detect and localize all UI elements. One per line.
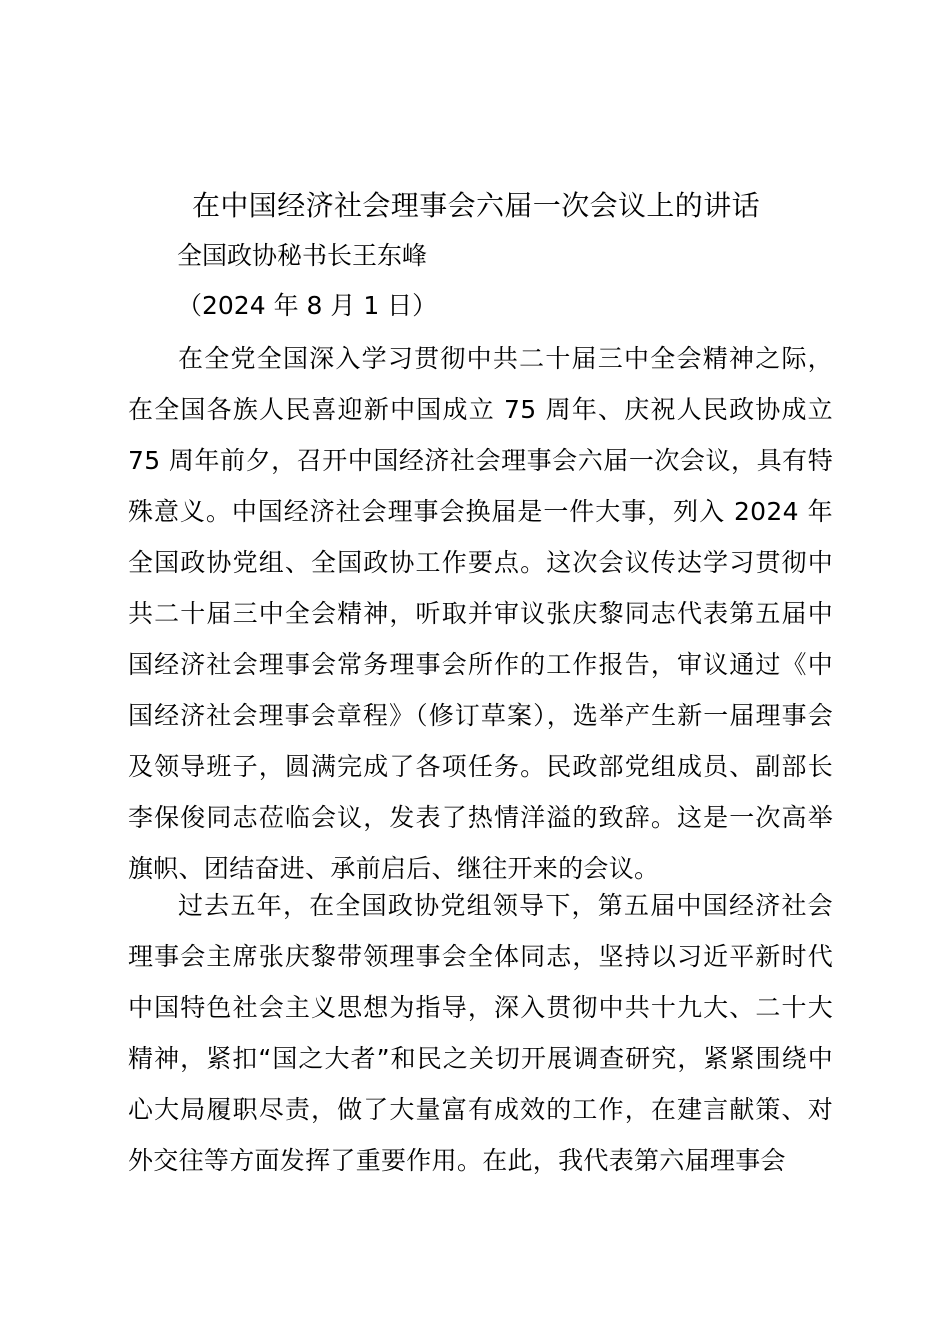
body-paragraph-1: 在全党全国深入学习贯彻中共二十届三中全会精神之际，在全国各族人民喜迎新中国成立 75 周年、庆祝人民政协成立 75 周年前夕，召开中国经济社会理事会六届一次会议，具有特殊意义。中国经济社会理事会换届是一件大事，列入 2024 年全国政协党组、全国政协工作要点。这次会议传达学习贯彻中共二十届三中全会精神，听取并审议张庆黎同志代表第五届中国经济社会理事会常务理事会所作的工作报告，审议通过《中国经济社会理事会章程》（修订草案），选举产生新一届理事会及领导班子，圆满完成了各项任务。民政部党组成员、副部长李保俊同志莅临会议，发表了热情洋溢的致辞。这是一次高举旗帜、团结奋进、承前启后、继往开来的会议。 bbox=[128, 344, 833, 883]
speaker-line: 全国政协秘书长王东峰 bbox=[177, 241, 428, 270]
document-title: 在中国经济社会理事会六届一次会议上的讲话 bbox=[192, 189, 761, 222]
body-paragraph-2: 过去五年，在全国政协党组领导下，第五届中国经济社会理事会主席张庆黎带领理事会全体同志，坚持以习近平新时代中国特色社会主义思想为指导，深入贯彻中共十九大、二十大精神，紧扣“国之大者”和民之关切开展调查研究，紧紧围绕中心大局履职尽责，做了大量富有成效的工作，在建言献策、对外交往等方面发挥了重要作用。在此，我代表第六届理事会 bbox=[128, 891, 833, 1175]
speech-date: （2024 年 8 月 1 日） bbox=[177, 291, 438, 320]
